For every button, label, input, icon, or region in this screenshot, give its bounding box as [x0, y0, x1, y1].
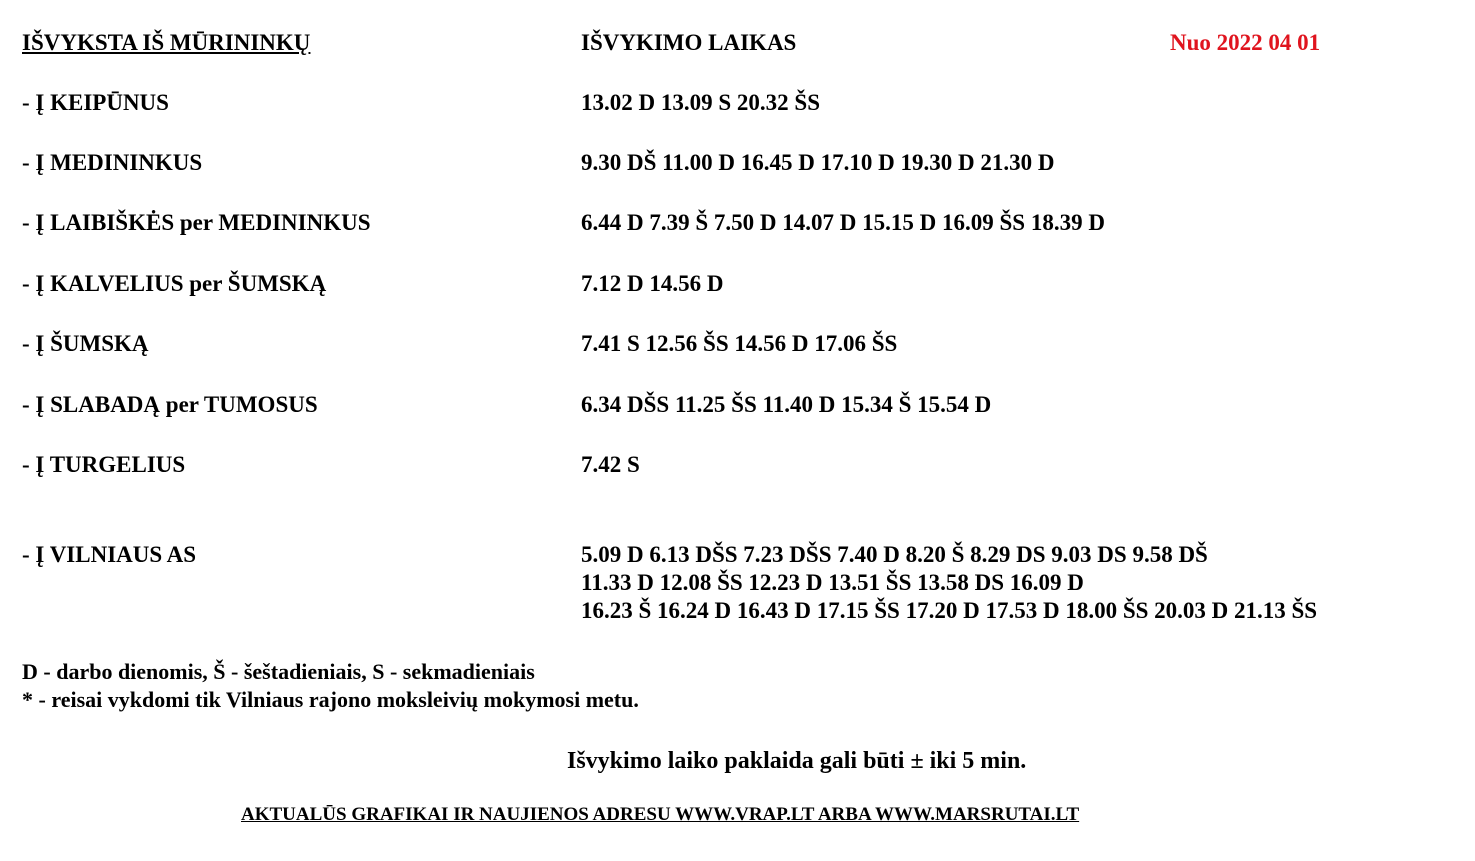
legend-day-codes: D - darbo dienomis, Š - šeštadieniais, S - sekmadieniais [22, 659, 535, 684]
route-times-keipunus: 13.02 D 13.09 S 20.32 ŠS [581, 90, 820, 115]
route-times-laibiskes: 6.44 D 7.39 Š 7.50 D 14.07 D 15.15 D 16.09 ŠS 18.39 D [581, 210, 1105, 235]
footer-website-links: AKTUALŪS GRAFIKAI IR NAUJIENOS ADRESU WWW.VRAP.LT ARBA WWW.MARSRUTAI.LT [241, 804, 1080, 825]
route-times-turgelius: 7.42 S [581, 452, 640, 477]
route-name-keipunus: - Į KEIPŪNUS [22, 90, 169, 115]
valid-from-date: Nuo 2022 04 01 [1170, 30, 1321, 55]
route-name-medininkus: - Į MEDININKUS [22, 150, 203, 175]
vilnius-times-line-1: 5.09 D 6.13 DŠS 7.23 DŠS 7.40 D 8.20 Š 8.29 DS 9.03 DS 9.58 DŠ [581, 542, 1208, 567]
route-name-laibiskes: - Į LAIBIŠKĖS per MEDININKUS [22, 210, 371, 235]
route-name-slabada: - Į SLABADĄ per TUMOSUS [22, 392, 318, 417]
vilnius-times-line-3: 16.23 Š 16.24 D 16.43 D 17.15 ŠS 17.20 D 17.53 D 18.00 ŠS 20.03 D 21.13 ŠS [581, 598, 1318, 623]
route-times-sumska: 7.41 S 12.56 ŠS 14.56 D 17.06 ŠS [581, 331, 898, 356]
time-column-title: IŠVYKIMO LAIKAS [581, 30, 797, 55]
route-name-sumska: - Į ŠUMSKĄ [22, 331, 149, 356]
legend-school-note: * - reisai vykdomi tik Vilniaus rajono moksleivių mokymosi metu. [22, 687, 639, 712]
route-times-kalvelius: 7.12 D 14.56 D [581, 271, 724, 296]
vilnius-times-line-2: 11.33 D 12.08 ŠS 12.23 D 13.51 ŠS 13.58 DS 16.09 D [581, 570, 1084, 595]
route-name-kalvelius: - Į KALVELIUS per ŠUMSKĄ [22, 271, 327, 296]
departure-title: IŠVYKSTA IŠ MŪRININKŲ [22, 30, 311, 55]
route-name-vilniaus-as: - Į VILNIAUS AS [22, 542, 197, 567]
route-times-vilniaus-as [581, 541, 1317, 625]
route-name-turgelius: - Į TURGELIUS [22, 452, 186, 477]
route-times-medininkus: 9.30 DŠ 11.00 D 16.45 D 17.10 D 19.30 D 21.30 D [581, 150, 1055, 175]
route-times-slabada: 6.34 DŠS 11.25 ŠS 11.40 D 15.34 Š 15.54 D [581, 392, 992, 417]
departure-tolerance-note: Išvykimo laiko paklaida gali būti ± iki 5 min. [567, 748, 1027, 774]
